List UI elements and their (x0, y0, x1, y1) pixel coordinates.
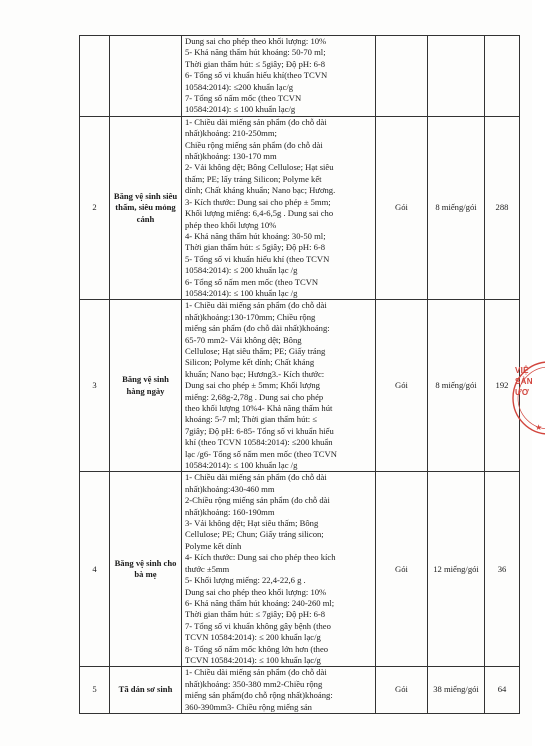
table-row (80, 472, 520, 667)
spec-line: TCVN 10584:2014): ≤ 100 khuẩn lạc/g (185, 654, 321, 665)
spec-line: miếng: 2,68g-2,78g . Dung sai cho phép (185, 391, 324, 402)
spec-line: 4- Kích thước: Dung sai cho phép theo kích (185, 552, 336, 563)
spec-line: nhất)khoảng: 350-380 mm2-Chiều rộng (185, 678, 323, 689)
spec-line: Dung sai cho phép theo khối lượng: 10% (185, 586, 327, 597)
spec-line: nhất)khoảng: 160-190mm (185, 506, 275, 517)
pack-size-cell: 38 miếng/gói (428, 667, 485, 714)
spec-description-cell (182, 300, 376, 472)
spec-line: 6- Tổng số vi khuẩn hiếu khí(theo TCVN (185, 70, 328, 81)
quantity-cell: 192 (485, 300, 520, 472)
row-number-cell: 4 (80, 472, 110, 667)
spec-line: Khối lượng miếng: 6,4-6,5g . Dung sai cho (185, 208, 334, 219)
stamp-text-line: VIỆ (515, 366, 529, 375)
red-seal-stamp (505, 358, 545, 442)
spec-line: 10584:2014): ≤ 100 khuẩn lạc /g (185, 460, 298, 471)
spec-line: 5- Khối lượng miếng: 22,4-22,6 g . (185, 575, 306, 586)
spec-line: 10584:2014): ≤ 100 khuẩn lạc/g (185, 104, 296, 115)
quantity-cell: 288 (485, 116, 520, 300)
spec-line: dính; Chất kháng khuẩn; Nano bạc; Hương. (185, 185, 336, 196)
spec-line: 10584:2014): ≤200 khuẩn lạc/g (185, 81, 294, 92)
spec-line: Thời gian thấm hút: ≤ 5giây; Độ pH: 6-8 (185, 58, 326, 69)
spec-line: 6- Khả năng thấm hút khoảng: 240-260 ml; (185, 597, 335, 608)
spec-line: TCVN 10584:2014): ≤ 200 khuẩn lạc/g (185, 632, 321, 643)
spec-line: phép theo khối lượng 10% (185, 219, 277, 230)
svg-text:★: ★ (535, 423, 543, 432)
pack-size-cell: 8 miếng/gói (428, 300, 485, 472)
table-row (80, 300, 520, 472)
product-name-cell (110, 36, 182, 117)
spec-line: Chiều rộng miếng sản phẩm (đo chỗ dài (185, 139, 323, 150)
spec-line: 1- Chiều dài miếng sản phẩm (đo chỗ dài (185, 116, 327, 127)
unit-cell: Gói (376, 300, 428, 472)
spec-line: 2- Vải không dệt; Bông Cellulose; Hạt siêu (185, 162, 334, 173)
product-name-cell: Tã dán sơ sinh (110, 667, 182, 714)
product-name-cell: Băng vệ sinh cho bà mẹ (110, 472, 182, 667)
spec-line: 8- Tổng số nấm mốc không lớn hơn (theo (185, 643, 329, 654)
spec-line: Thời gian thấm hút: ≤ 5giây; Độ pH: 6-8 (185, 242, 326, 253)
table-row (80, 116, 520, 300)
spec-line: nhất)khoảng: 130-170 mm (185, 151, 277, 162)
product-name-cell: Băng vệ sinh hàng ngày (110, 300, 182, 472)
spec-line: 1- Chiều dài miếng sản phẩm (đo chỗ dài (185, 300, 327, 311)
spec-line: 5- Khả năng thấm hút khoảng: 50-70 ml; (185, 47, 326, 58)
spec-line: thước ±5mm (185, 563, 230, 574)
spec-line: miếng sản phẩm (đo chỗ dài nhất)khoảng: (185, 323, 330, 334)
spec-line: theo khối lượng 10%4- Khả năng thấm hút (185, 403, 333, 413)
spec-line: Silicon; Polyme kết dính; Chất kháng (185, 357, 315, 368)
spec-line: 3- Vải không dệt; Hạt siêu thấm; Bông (185, 518, 319, 529)
quantity-cell: 36 (485, 472, 520, 667)
unit-cell (376, 36, 428, 117)
unit-cell: Gói (376, 116, 428, 300)
pack-size-cell: 8 miếng/gói (428, 116, 485, 300)
spec-line: khuẩn; Nano bạc; Hương3.- Kích thước: (185, 368, 325, 379)
spec-line: nhất)khoảng:430-460 mm (185, 483, 275, 494)
spec-line: 10584:2014): ≤ 100 khuẩn lạc /g (185, 287, 298, 298)
spec-description-cell (182, 116, 376, 300)
spec-line: 7giây; Độ pH: 6-85- Tổng số vi khuẩn hiếu (185, 425, 334, 436)
spec-line: lạc /g6- Tổng số nấm men mốc (theo TCVN (185, 448, 337, 459)
spec-line: 5- Tổng số vi khuẩn hiếu khí (theo TCVN (185, 253, 330, 264)
quantity-cell: 64 (485, 667, 520, 714)
spec-line: 4- Khả năng thấm hút khoảng: 30-50 ml; (185, 230, 326, 241)
spec-line: 10584:2014): ≤ 200 khuẩn lạc /g (185, 265, 298, 276)
spec-line: Polyme kết dính (185, 540, 242, 551)
spec-line: 7- Tổng số nấm mốc (theo TCVN (185, 93, 302, 104)
spec-line: Dung sai cho phép theo khối lượng: 10% (185, 36, 327, 46)
row-number-cell: 3 (80, 300, 110, 472)
spec-line: 1- Chiều dài miếng sản phẩm (đo chỗ dài (185, 667, 327, 678)
spec-line: 360-390mm3- Chiều rộng miếng sản (185, 701, 312, 712)
stamp-text-line: SẢN (515, 377, 533, 386)
spec-line: Dung sai cho phép ± 5mm; Khối lượng (185, 380, 320, 391)
pack-size-cell (428, 36, 485, 117)
spec-line: thấm; PE; lấy tráng Silicon; Polyme kết (185, 173, 322, 184)
product-name-cell: Băng vệ sinh siêu thấm, siêu mỏng cánh (110, 116, 182, 300)
product-spec-table (79, 35, 520, 714)
spec-line: Cellulose; PE; Chun; Giấy tráng silicon; (185, 529, 324, 540)
spec-table-body (80, 36, 520, 714)
spec-description-cell (182, 667, 376, 714)
spec-line: 6- Tổng số nấm men mốc (theo TCVN (185, 276, 319, 287)
spec-line: Cellulose; Hạt siêu thấm; PE; Giấy tráng (185, 345, 326, 356)
spec-line: nhất)khoảng: 210-250mm; (185, 128, 277, 139)
row-number-cell (80, 36, 110, 117)
row-number-cell: 5 (80, 667, 110, 714)
spec-line: 2-Chiều rộng miếng sản phẩm (đo chỗ dài (185, 495, 330, 506)
pack-size-cell: 12 miếng/gói (428, 472, 485, 667)
spec-line: 65-70 mm2- Vải không dệt; Bông (185, 334, 302, 345)
row-number-cell: 2 (80, 116, 110, 300)
table-row (80, 36, 520, 117)
spec-line: nhất)khoảng:130-170mm; Chiều rộng (185, 311, 316, 322)
quantity-cell (485, 36, 520, 117)
spec-description-cell (182, 472, 376, 667)
spec-line: Thời gian thấm hút: ≤ 7giây; Độ pH: 6-8 (185, 609, 326, 620)
unit-cell: Gói (376, 472, 428, 667)
spec-line: 7- Tổng số vi khuẩn không gây bệnh (theo (185, 620, 331, 631)
table-row (80, 667, 520, 714)
unit-cell: Gói (376, 667, 428, 714)
spec-line: khoảng: 5-7 ml; Thời gian thấm hút: ≤ (185, 414, 318, 425)
spec-description-cell (182, 36, 376, 117)
spec-line: 3- Kích thước: Dung sai cho phép ± 5mm; (185, 196, 331, 207)
spec-line: 1- Chiều dài miếng sản phẩm (đo chỗ dài (185, 472, 327, 483)
spec-line: khí (theo TCVN 10584:2014): ≤200 khuẩn (185, 437, 333, 448)
spec-line: miếng sản phẩm(đo chỗ rộng nhất)khoảng: (185, 690, 333, 701)
stamp-text-line: ƯƠ (515, 388, 530, 397)
